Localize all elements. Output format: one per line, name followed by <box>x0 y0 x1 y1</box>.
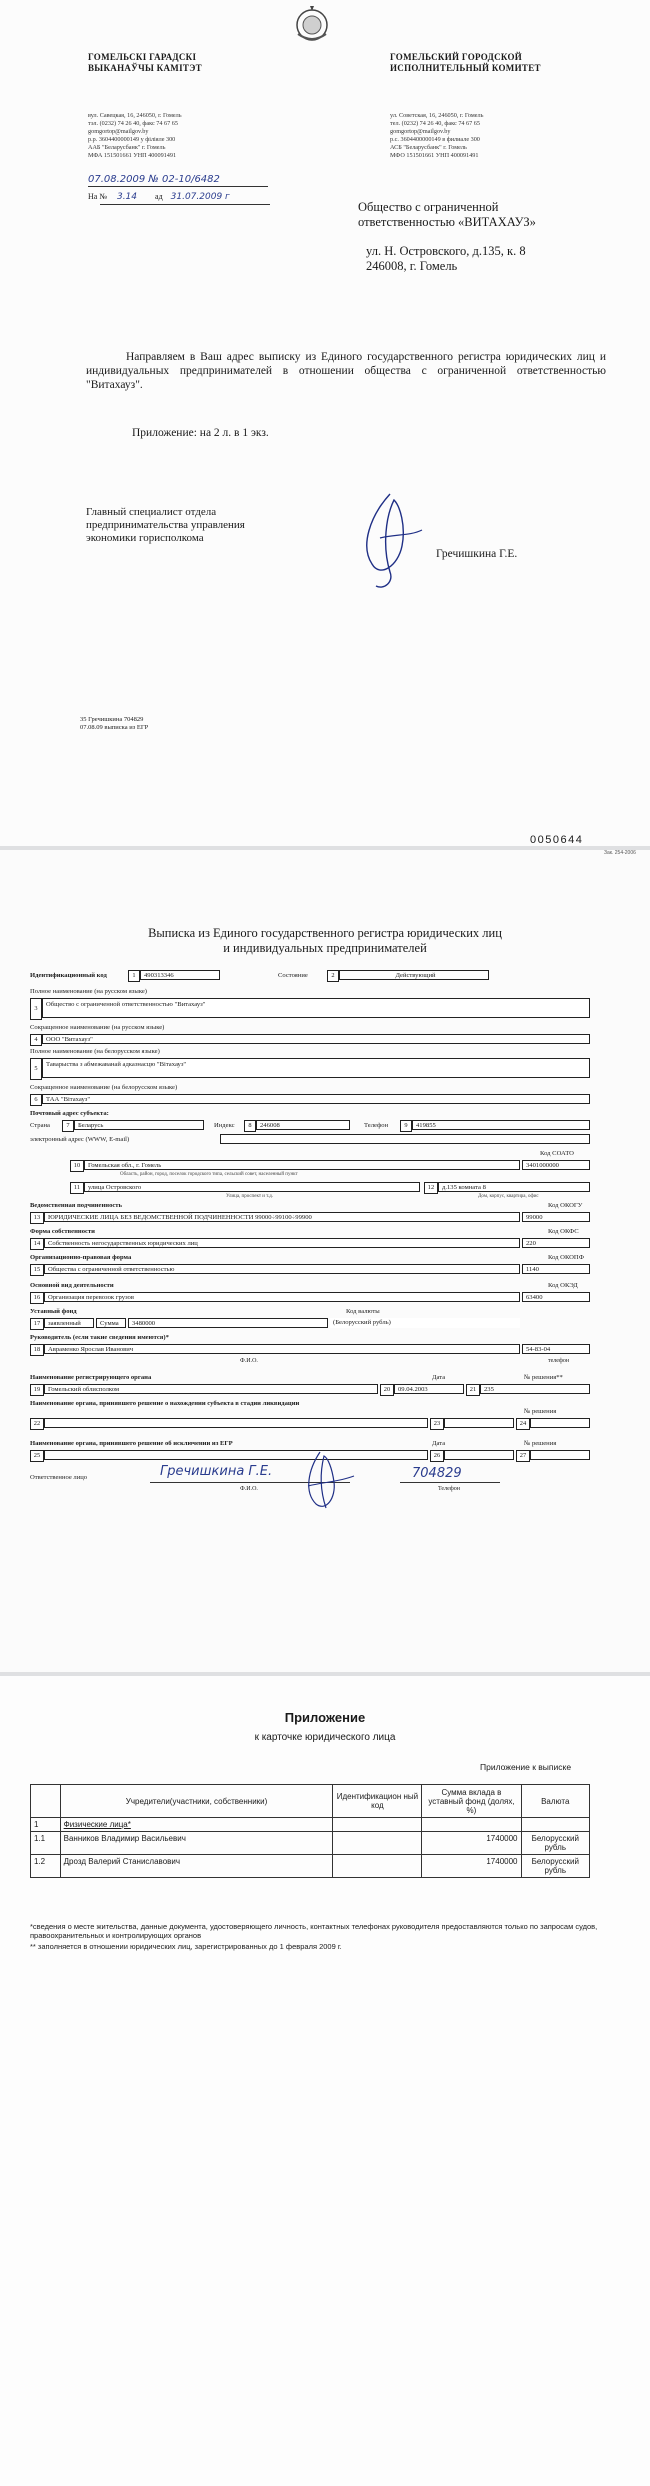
activity-label: Основной вид деятельности <box>30 1282 114 1289</box>
responsible-handwritten: Гречишкина Г.Е. <box>160 1464 273 1479</box>
region-value: Гомельская обл., г. Гомель <box>84 1160 520 1170</box>
currency-code-label: Код валюты <box>346 1308 380 1315</box>
house-num: 12 <box>424 1182 438 1194</box>
house-value: д.135 комната 8 <box>438 1182 590 1192</box>
email-label: электронный адрес (WWW, E-mail) <box>30 1136 130 1143</box>
fio-caption: Ф.И.О. <box>240 1358 258 1364</box>
excl-date-num: 26 <box>430 1450 444 1462</box>
registration-date-handwritten: 07.08.2009 № 02-10/6482 <box>88 174 220 185</box>
liq-decision-label: № решения <box>524 1408 557 1415</box>
recipient: Общество с ограниченной ответственностью «ВИТАХАУЗ» <box>358 200 536 229</box>
table-row <box>31 1818 590 1832</box>
full-name-ru-value: Общество с ограниченной ответственностью "Витахауз" <box>42 998 590 1018</box>
excl-num: 25 <box>30 1450 44 1462</box>
fund-num: 17 <box>30 1318 44 1330</box>
okogu-value: 99000 <box>522 1212 590 1222</box>
short-name-by-label: Сокращенное наименование (на белорусском языке) <box>30 1084 178 1091</box>
soato-label: Код СОАТО <box>540 1150 574 1157</box>
okopf-label: Код ОКОПФ <box>548 1254 584 1261</box>
responsible-phone-line <box>400 1482 500 1483</box>
oked-value: 63400 <box>522 1292 590 1302</box>
liq-decision-value <box>530 1418 590 1428</box>
right-org-name: ГОМЕЛЬСКИЙ ГОРОДСКОЙ ИСПОЛНИТЕЛЬНЫЙ КОМИТЕТ <box>390 52 541 73</box>
cover-letter-page <box>0 0 650 846</box>
table-row <box>31 1832 590 1855</box>
index-value: 246008 <box>256 1120 350 1130</box>
index-label: Индекс <box>214 1122 235 1129</box>
liquidation-label: Наименование органа, принявшего решение о нахождении субъекта в стадии ликвидации <box>30 1400 300 1407</box>
fund-label: Уставный фонд <box>30 1308 77 1315</box>
country-value: Беларусь <box>74 1120 204 1130</box>
id-code-label: Идентификационный код <box>30 972 107 979</box>
liq-decision-num: 24 <box>516 1418 530 1430</box>
legal-form-num: 15 <box>30 1264 44 1276</box>
reg-body-value: Гомельский облисполком <box>44 1384 378 1394</box>
full-name-ru-label: Полное наименование (на русском языке) <box>30 988 147 995</box>
reference-line: На № 3.14 ад 31.07.2009 г <box>88 192 230 202</box>
index-num: 8 <box>244 1120 256 1132</box>
country-num: 7 <box>62 1120 74 1132</box>
header-cell: Учредители(участники, собственники) <box>60 1785 333 1818</box>
region-caption: Область, район, город, поселок городского типа, сельский совет, населенный пункт <box>120 1172 298 1177</box>
subordination-label: Ведомственная подчиненность <box>30 1202 123 1209</box>
footnote-1: *сведения о месте жительства, данные документа, удостоверяющего личность, контактных телефонах руководителя предоставляются только по запросам судов, правоохранительных и контролирующих органов <box>30 1922 598 1940</box>
okopf-value: 1140 <box>522 1264 590 1274</box>
right-contacts: ул. Советская, 16, 246050, г. Гомель тел. (0232) 74 26 40, факс 74 67 65 gomgortop@mailgov.by р.с. 3604400000149 в филиале 300 АСБ "Беларусбанк" г. Гомель МФО 151501661 УНП 400091491 <box>390 112 484 159</box>
okogu-label: Код ОКОГУ <box>548 1202 583 1209</box>
left-org-name: ГОМЕЛЬСКІ ГАРАДСКІ ВЫКАНАЎЧЫ КАМІТЭТ <box>88 52 202 73</box>
house-caption: Дом, корпус, квартира, офис <box>478 1194 539 1199</box>
signer-title: Главный специалист отдела предпринимательства управления экономики горисполкома <box>86 506 245 544</box>
founder-code <box>333 1855 422 1878</box>
founder-name: Ванников Владимир Васильевич <box>60 1832 333 1855</box>
fio-caption-2: Ф.И.О. <box>240 1486 258 1492</box>
ownership-value: Собственность негосударственных юридических лиц <box>44 1238 520 1248</box>
signature-image-2 <box>290 1446 370 1516</box>
exclusion-label: Наименование органа, принявшего решение об исключении из ЕГР <box>30 1440 233 1447</box>
belarus-emblem-icon <box>292 4 332 44</box>
appendix-title: Приложение <box>284 1710 366 1725</box>
founder-sum: 1740000 <box>422 1832 521 1855</box>
registration-line <box>88 186 268 187</box>
activity-value: Организация перевозок грузов <box>44 1292 520 1302</box>
fund-sum-value: 3480000 <box>128 1318 328 1328</box>
letter-body: Направляем в Ваш адрес выписку из Единого государственного регистра юридических лиц и индивидуальных предпринимателей в отношении общества с ограниченной ответственностью "Витахауз". <box>86 351 606 391</box>
street-num: 11 <box>70 1182 84 1194</box>
founder-currency <box>521 1818 590 1832</box>
full-name-ru-num: 3 <box>30 998 42 1020</box>
founder-currency: Белорусский рубль <box>521 1855 590 1878</box>
currency-value: (Белорусский рубль) <box>330 1318 520 1328</box>
founder-name: Дрозд Валерий Станиславович <box>60 1855 333 1878</box>
head-phone: 54-83-04 <box>522 1344 590 1354</box>
okfs-value: 220 <box>522 1238 590 1248</box>
founder-code <box>333 1832 422 1855</box>
reg-date-num: 20 <box>380 1384 394 1396</box>
fund-declared: заявленный <box>44 1318 94 1328</box>
founder-code <box>333 1818 422 1832</box>
row-number: 1 <box>31 1818 61 1832</box>
full-name-by-num: 5 <box>30 1058 42 1080</box>
reg-date-value: 09.04.2003 <box>394 1384 464 1394</box>
reg-date-label: Дата <box>432 1374 446 1381</box>
reg-decision-label: № решения** <box>524 1374 563 1381</box>
appendix-note: Приложение к выписке <box>480 1762 572 1772</box>
full-name-by-value: Таварыства з абмежаванай адказнасцю "Вітахауз" <box>42 1058 590 1078</box>
footnote-2: ** заполняется в отношении юридических лиц, зарегистрированных до 1 февраля 2009 г. <box>30 1942 342 1951</box>
full-name-by-label: Полное наименование (на белорусском языке) <box>30 1048 160 1055</box>
phone-caption: телефон <box>548 1358 570 1364</box>
responsible-phone-handwritten: 704829 <box>412 1466 462 1481</box>
table-row <box>31 1855 590 1878</box>
attachment-note: Приложение: на 2 л. в 1 экз. <box>132 427 269 439</box>
email-field <box>220 1134 590 1144</box>
street-value: улица Островского <box>84 1182 420 1192</box>
street-caption: Улица, проспект и т.д. <box>226 1194 274 1199</box>
extract-page <box>0 850 650 1672</box>
appendix-page <box>0 1676 650 2486</box>
legal-form-label: Организационно-правовая форма <box>30 1254 132 1261</box>
state-label: Состояние <box>278 972 308 979</box>
founders-table-header <box>31 1785 590 1818</box>
liq-date-num: 23 <box>430 1418 444 1430</box>
region-num: 10 <box>70 1160 84 1172</box>
founder-sum <box>422 1818 521 1832</box>
soato-value: 3401000000 <box>522 1160 590 1170</box>
form-stamp-number: 0050644 <box>530 834 584 846</box>
id-code-value: 490313346 <box>140 970 220 980</box>
responsible-label: Ответственное лицо <box>30 1474 88 1481</box>
head-name: Авраменко Ярослав Иванович <box>44 1344 520 1354</box>
left-contacts: вул. Савецкая, 16, 246050, г. Гомель тэл. (0232) 74 26 40, факс 74 67 65 gomgortop@mailgov.by р.р. 3604400000149 у філіяле 300 ААБ "Беларусбанк" г. Гомель МФА 151501661 УНП 400091491 <box>88 112 182 159</box>
okfs-label: Код ОКФС <box>548 1228 579 1235</box>
excl-date-label: Дата <box>432 1440 446 1447</box>
short-name-by-num: 6 <box>30 1094 42 1106</box>
short-name-ru-num: 4 <box>30 1034 42 1046</box>
liq-body-value <box>44 1418 428 1428</box>
reg-body-num: 19 <box>30 1384 44 1396</box>
reg-decision-value: 235 <box>480 1384 590 1394</box>
header-cell: Валюта <box>521 1785 590 1818</box>
excl-date-value <box>444 1450 514 1460</box>
header-cell <box>31 1785 61 1818</box>
excl-body-value <box>44 1450 428 1460</box>
phone-value: 419855 <box>412 1120 590 1130</box>
appendix-subtitle: к карточке юридического лица <box>254 1732 396 1743</box>
head-num: 18 <box>30 1344 44 1356</box>
executor-note: 35 Гречишкина 704829 07.08.09 выписка из ЕГР <box>80 716 149 731</box>
country-label: Страна <box>30 1122 50 1129</box>
state-value: Действующий <box>339 970 489 980</box>
excl-decision-num: 27 <box>516 1450 530 1462</box>
id-code-num: 1 <box>128 970 140 982</box>
postal-address-label: Почтовый адрес субъекта: <box>30 1110 109 1117</box>
form-stamp-sub: Зак. 254-2006 <box>604 850 636 856</box>
subordination-value: ЮРИДИЧЕСКИЕ ЛИЦА БЕЗ ВЕДОМСТВЕННОЙ ПОДЧИНЕННОСТИ 99000÷99100÷99900 <box>44 1212 520 1222</box>
founders-table <box>30 1784 590 1878</box>
subordination-num: 13 <box>30 1212 44 1224</box>
row-number: 1.2 <box>31 1855 61 1878</box>
signer-name: Гречишкина Г.Е. <box>436 548 518 560</box>
reg-decision-num: 21 <box>466 1384 480 1396</box>
short-name-by-value: ТАА "Вітахауз" <box>42 1094 590 1104</box>
phone-label: Телефон <box>364 1122 389 1129</box>
founder-name: Физические лица* <box>60 1818 333 1832</box>
reg-body-label: Наименование регистрирующего органа <box>30 1374 152 1381</box>
reference-underline <box>100 204 270 205</box>
activity-num: 16 <box>30 1292 44 1304</box>
head-label: Руководитель (если такие сведения имеются)* <box>30 1334 169 1341</box>
phone-num: 9 <box>400 1120 412 1132</box>
excl-decision-label: № решения <box>524 1440 557 1447</box>
header-cell: Сумма вклада в уставный фонд (долях, %) <box>422 1785 521 1818</box>
short-name-ru-label: Сокращенное наименование (на русском языке) <box>30 1024 165 1031</box>
row-number: 1.1 <box>31 1832 61 1855</box>
legal-form-value: Общества с ограниченной ответственностью <box>44 1264 520 1274</box>
ownership-num: 14 <box>30 1238 44 1250</box>
liq-date-value <box>444 1418 514 1428</box>
excl-decision-value <box>530 1450 590 1460</box>
fund-sum-label: Сумма <box>96 1318 126 1328</box>
oked-label: Код ОКЭД <box>548 1282 578 1289</box>
phone-caption-2: Телефон <box>438 1486 460 1492</box>
ownership-label: Форма собственности <box>30 1228 95 1235</box>
founder-currency: Белорусский рубль <box>521 1832 590 1855</box>
state-num: 2 <box>327 970 339 982</box>
liq-num: 22 <box>30 1418 44 1430</box>
founder-sum: 1740000 <box>422 1855 521 1878</box>
header-cell: Идентификацион ный код <box>333 1785 422 1818</box>
short-name-ru-value: ООО "Витахауз" <box>42 1034 590 1044</box>
extract-title: Выписка из Единого государственного регистра юридических лиц и индивидуальных предпринимателей <box>148 926 502 955</box>
recipient-address: ул. Н. Островского, д.135, к. 8 246008, г. Гомель <box>366 244 526 273</box>
signature-image <box>350 486 440 596</box>
